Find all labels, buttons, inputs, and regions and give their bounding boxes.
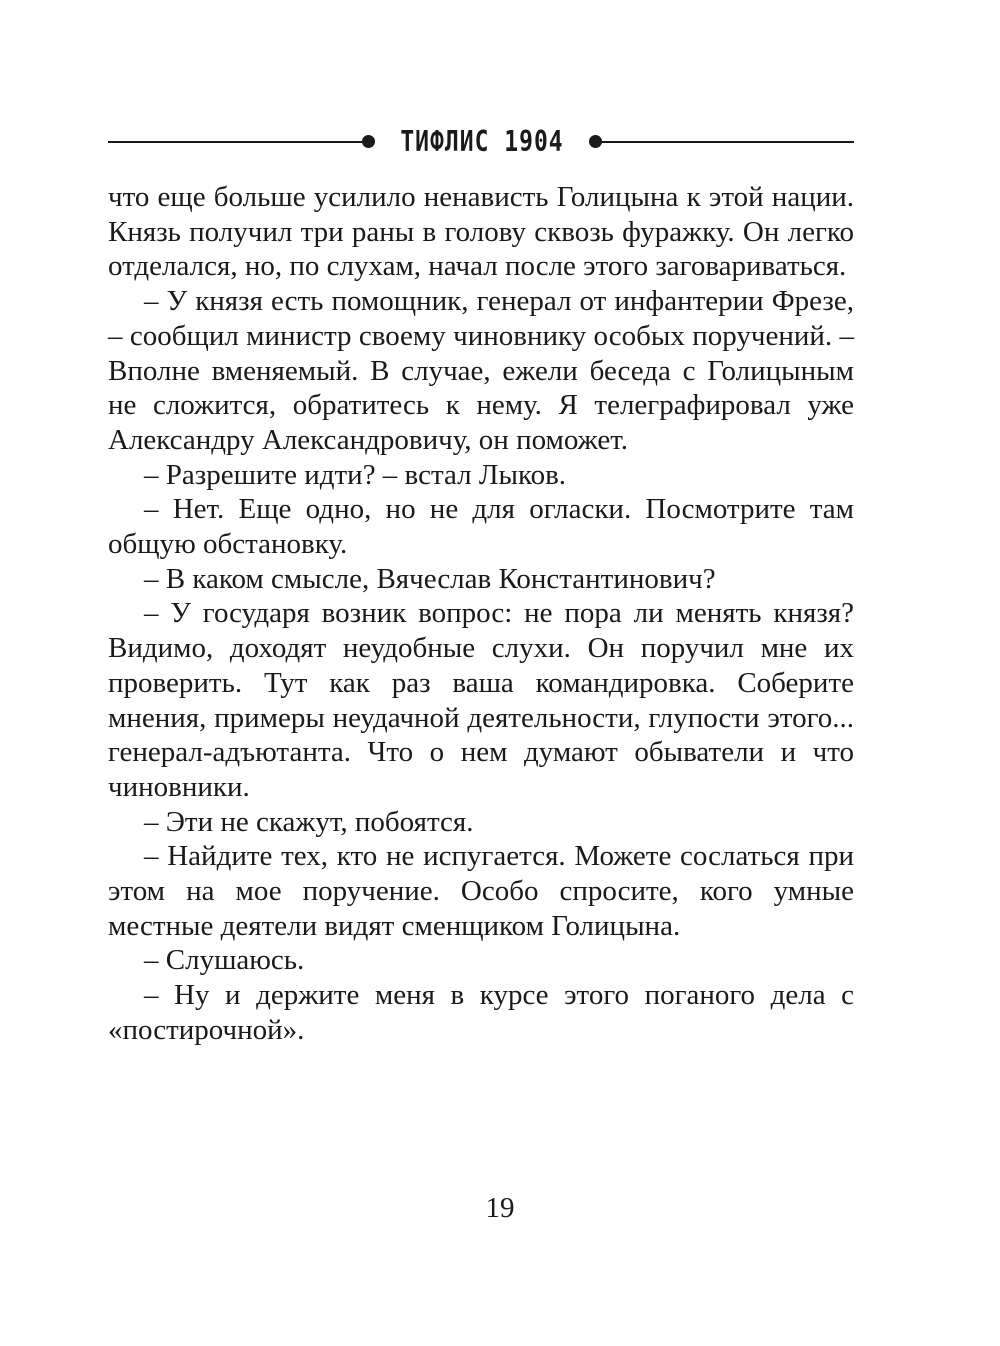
header-rule-right: [600, 141, 854, 143]
paragraph: – У князя есть помощник, генерал от инфантерии Фрезе, – сообщил министр своему чиновнику особых поручений. – Вполне вменяемый. В случае, ежели беседа с Голицыным не сложится, обратитесь к нему. Я телеграфировал уже Александру Александровичу, он поможет.: [108, 285, 854, 456]
paragraph: – У государя возник вопрос: не пора ли менять князя? Видимо, доходят неудобные слухи. Он поручил мне их проверить. Тут как раз ваша командировка. Соберите мнения, примеры неудачной деятельности, глупости этого... генерал-адъютанта. Что о нем думают обыватели и что чиновники.: [108, 597, 854, 803]
paragraph: – В каком смысле, Вячеслав Константинович?: [144, 562, 716, 595]
running-title: ТИФЛИС 1904: [400, 126, 564, 159]
header-rule-left: [108, 141, 363, 143]
body-text: [108, 180, 854, 1048]
paragraph: – Разрешите идти? – встал Лыков.: [144, 458, 567, 491]
paragraph: – Нет. Еще одно, но не для огласки. Посмотрите там общую обстановку.: [108, 493, 854, 561]
paragraph: – Ну и держите меня в курсе этого поганого дела с «постирочной».: [108, 979, 854, 1046]
paragraph-continued: что еще больше усилило ненависть Голицына к этой нации. Князь получил три раны в голову сквозь фуражку. Он легко отделался, но, по слухам, начал после этого заговариваться.: [108, 181, 854, 283]
paragraph: – Эти не скажут, побоятся.: [144, 805, 474, 838]
paragraph: – Слушаюсь.: [144, 944, 305, 977]
running-header: [108, 122, 854, 162]
paragraph: – Найдите тех, кто не испугается. Можете сослаться при этом на мое поручение. Особо спросите, кого умные местные деятели видят сменщиком Голицына.: [108, 840, 854, 942]
header-bullet-left: [362, 135, 375, 148]
page-number: 19: [485, 1192, 515, 1224]
